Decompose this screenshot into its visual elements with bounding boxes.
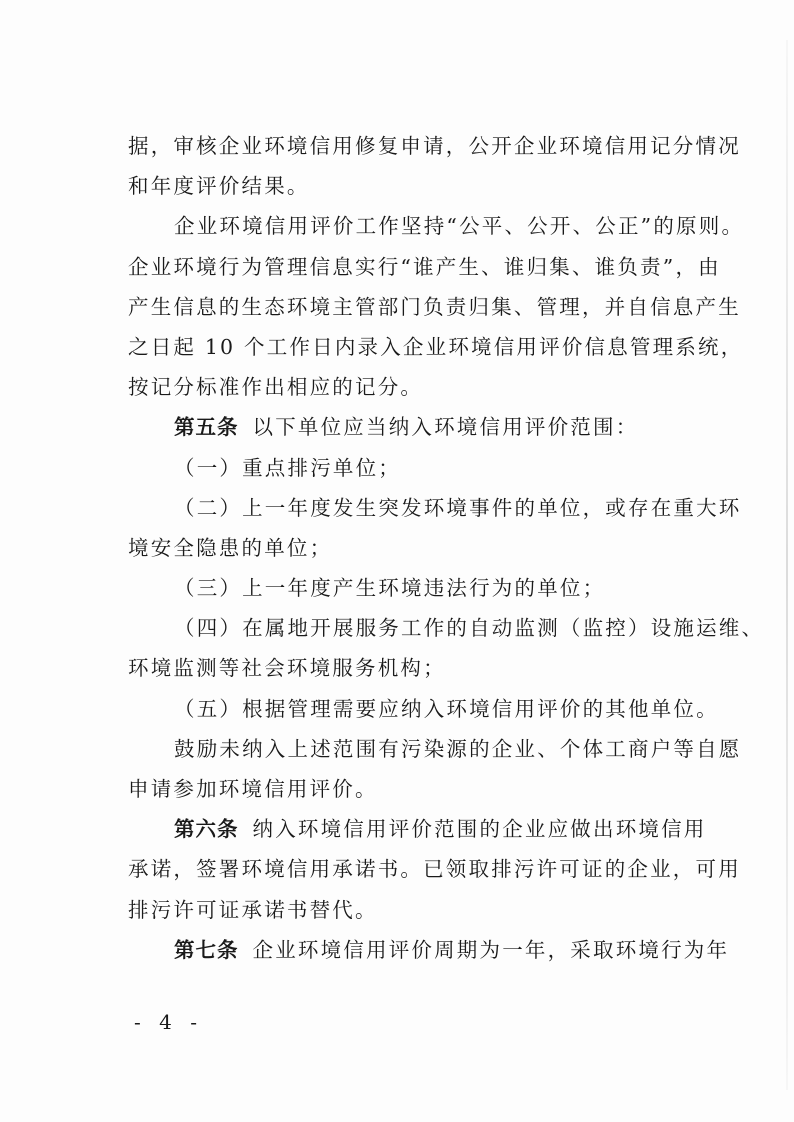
list-item: （二）上一年度发生突发环境事件的单位，或存在重大环 [174,495,742,520]
text-line: 承诺，签署环境信用承诺书。已领取排污许可证的企业，可用 [128,857,741,882]
text-line: 按记分标准作出相应的记分。 [128,375,424,400]
scan-edge-shadow [786,40,788,1090]
text-line: 申请参加环境信用评价。 [128,777,378,801]
text-line: 排污许可证承诺书替代。 [128,897,378,922]
article-6: 第六条 纳入环境信用评价范围的企业应做出环境信用 [174,817,707,842]
article-heading: 第七条 [174,937,239,962]
body-text [128,126,765,970]
article-heading: 第五条 [174,415,239,440]
text-line: 据，审核企业环境信用修复申请，公开企业环境信用记分情况 [128,134,741,158]
list-item: （五）根据管理需要应纳入环境信用评价的其他单位。 [174,696,719,721]
list-item: （四）在属地开展服务工作的自动监测（监控）设施运维、 [174,616,765,641]
text-line: 企业环境信用评价工作坚持“公平、公开、公正”的原则。 [174,214,745,239]
list-item: （三）上一年度产生环境违法行为的单位； [174,576,606,601]
text-line: 境安全隐患的单位； [128,535,333,560]
text-line: 企业环境行为管理信息实行“谁产生、谁归集、谁负责”，由 [128,254,721,279]
article-5: 第五条 以下单位应当纳入环境信用评价范围： [174,415,639,440]
text-line: 和年度评价结果。 [128,174,310,199]
text-line: 产生信息的生态环境主管部门负责归集、管理，并自信息产生 [128,294,741,319]
article-heading: 第六条 [174,817,239,842]
text-line: 之日起 10 个工作日内录入企业环境信用评价信息管理系统， [128,334,744,359]
page-number: - 4 - [134,1010,203,1034]
text-line: 环境监测等社会环境服务机构； [128,656,446,681]
article-7: 第七条 企业环境信用评价周期为一年，采取环境行为年 [174,937,730,962]
list-item: （一）重点排污单位； [174,455,401,480]
text-line: 鼓励未纳入上述范围有污染源的企业、个体工商户等自愿 [174,736,742,761]
